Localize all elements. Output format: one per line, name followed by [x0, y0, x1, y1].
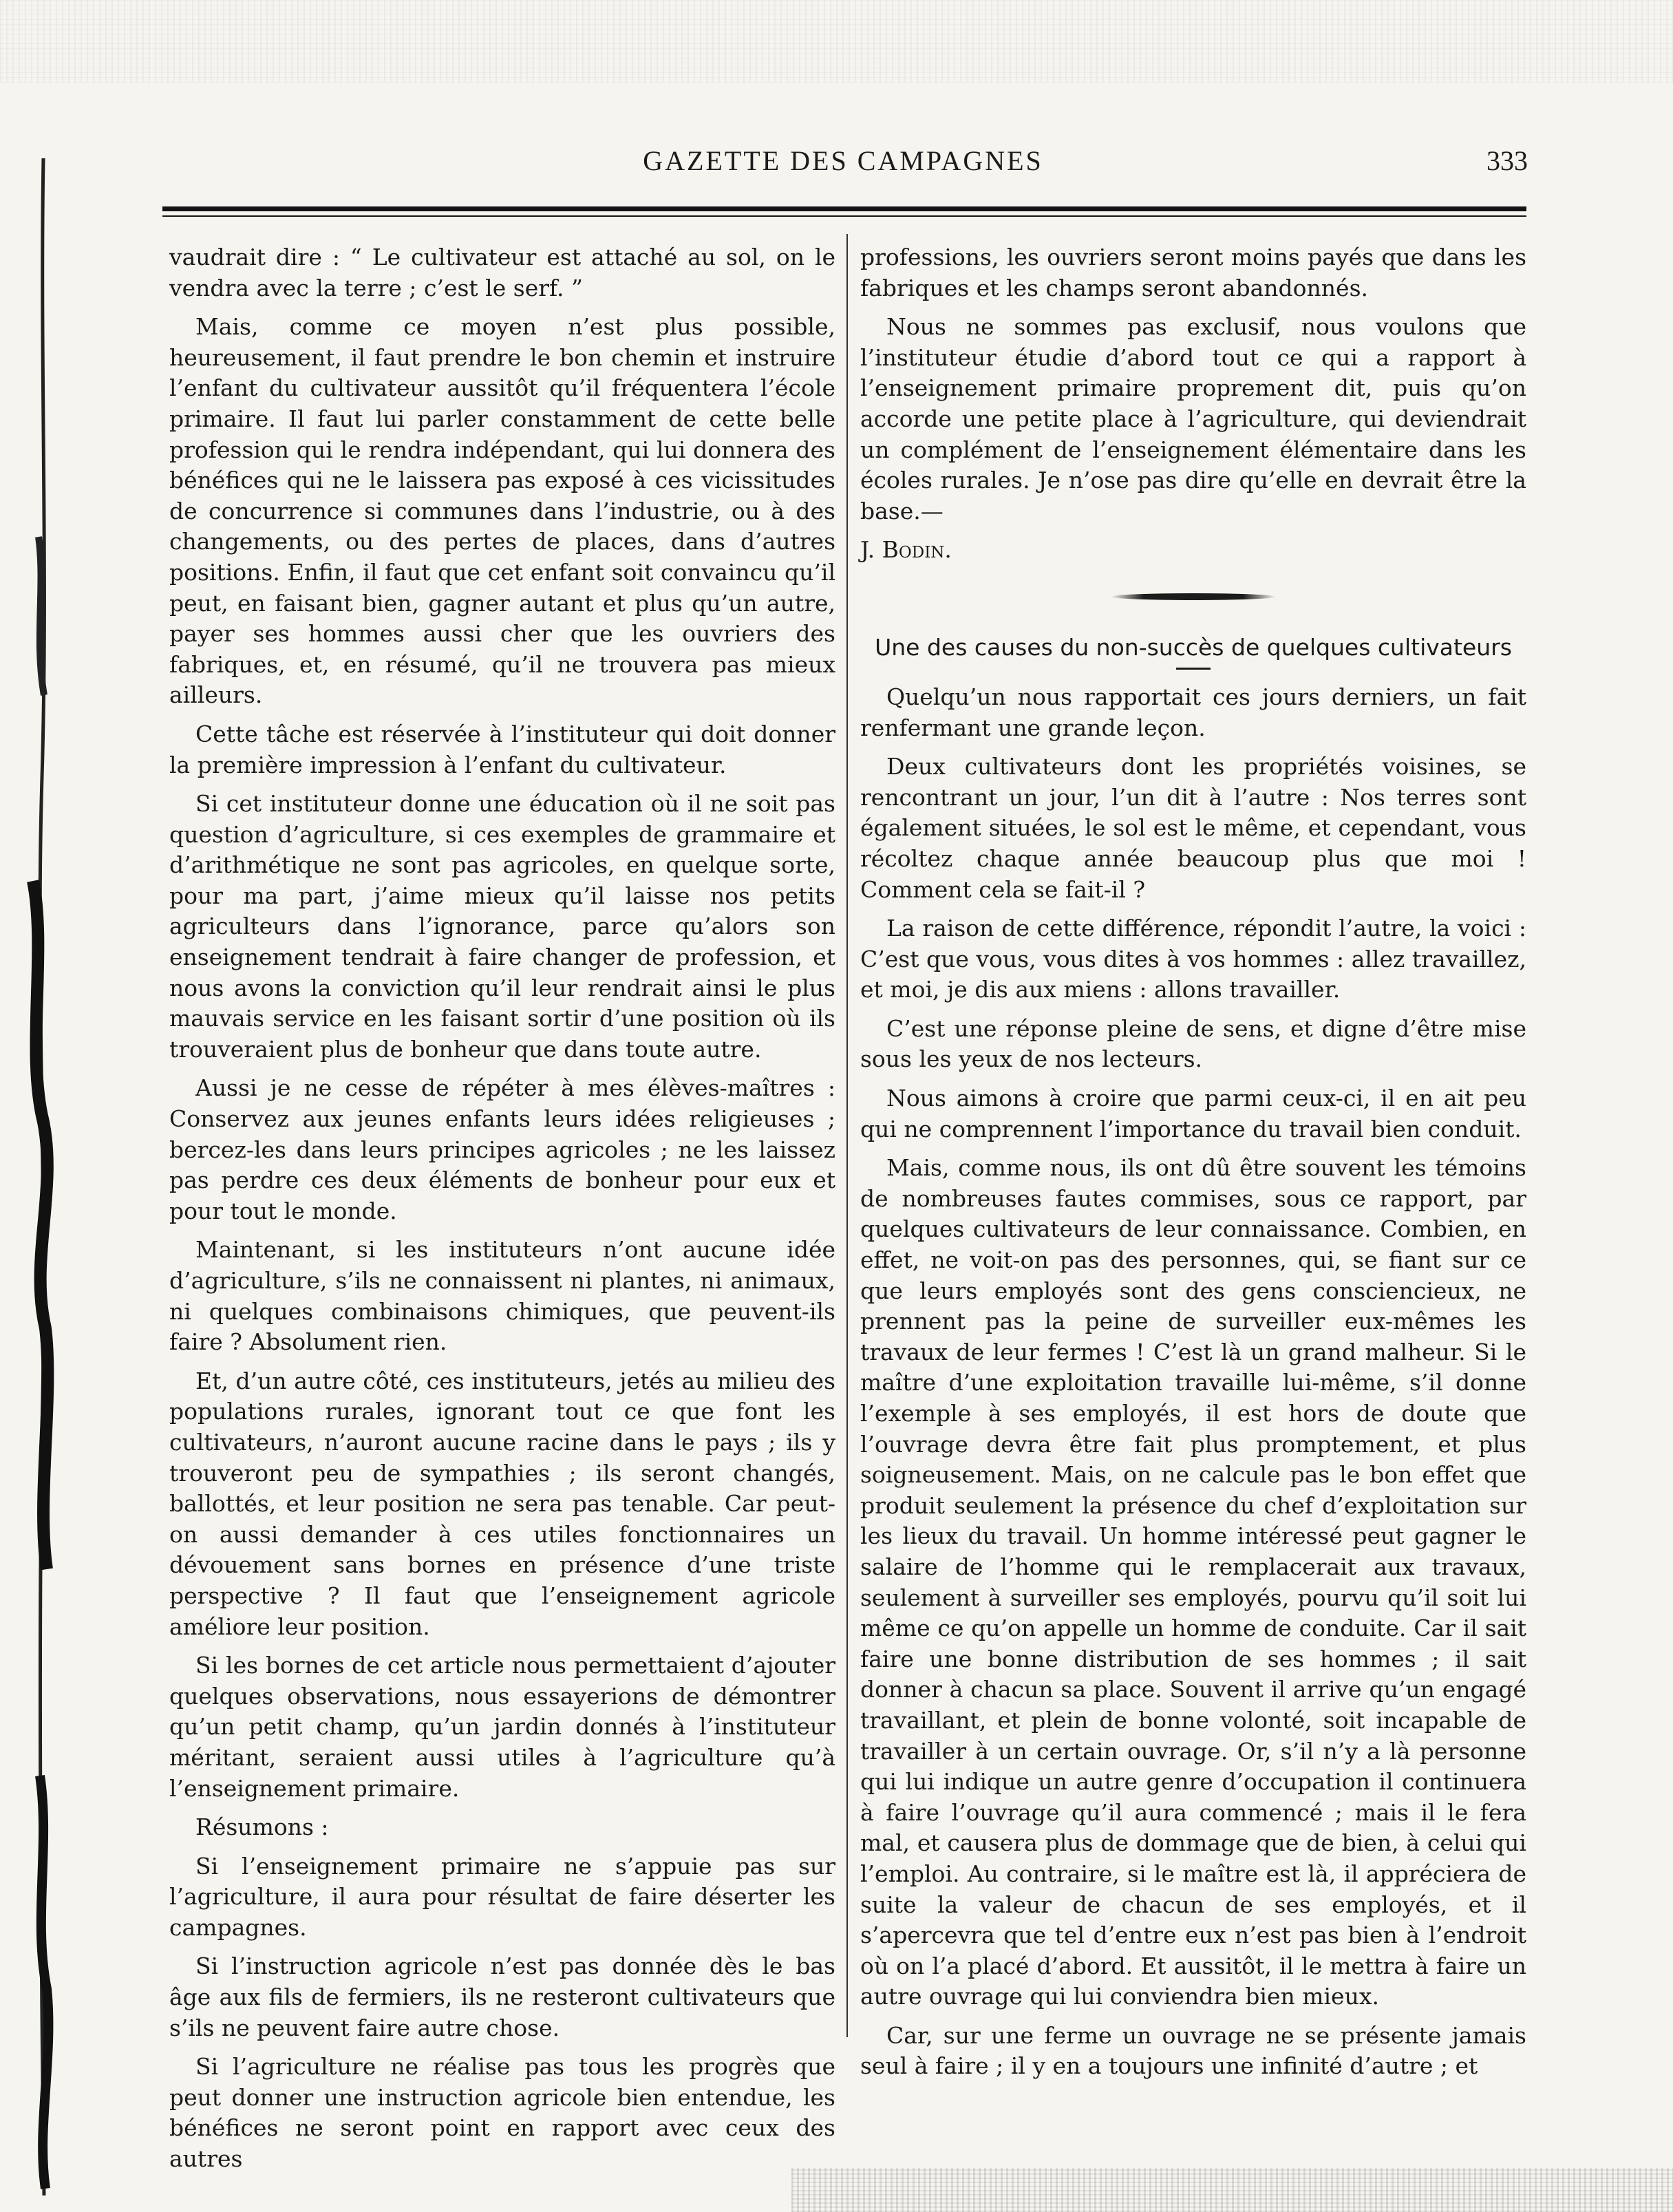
title-dash: [1176, 668, 1211, 670]
paragraph: Si l’agriculture ne réalise pas tous les progrès que peut donner une instruction agricole bien entendue, les bénéfices ne seront point en rapport avec ceux des autres: [169, 2053, 835, 2173]
paragraph: Si les bornes de cet article nous permettaient d’ajouter quelques observations, nous essayerions de démontrer qu’un petit champ, qu’un jardin donnés à l’instituteur méritant, seraient aussi utiles à l’agriculture qu’à l’enseignement primaire.: [169, 1652, 835, 1802]
right-column: [860, 242, 1526, 2090]
paragraph: Maintenant, si les instituteurs n’ont aucune idée d’agriculture, s’ils ne connaissent ni plantes, ni animaux, ni quelques combinaisons chimiques, que peuvent-ils faire ? Absolument rien.: [169, 1236, 835, 1356]
paragraph: Deux cultivateurs dont les propriétés voisines, se rencontrant un jour, l’un dit à l’autre : Nos terres sont également situées, le sol est le même, et cependant, vous récoltez chaque année beaucoup plus que moi ! Comment cela se fait-il ?: [860, 753, 1526, 903]
paragraph: La raison de cette différence, répondit l’autre, la voici : C’est que vous, vous dites à vos hommes : allez travaillez, et moi, je dis aux miens : allons travailler.: [860, 915, 1526, 1003]
section-divider-ornament: [1111, 593, 1276, 600]
paragraph: Si l’enseignement primaire ne s’appuie pas sur l’agriculture, il aura pour résultat de faire déserter les campagnes.: [169, 1852, 835, 1941]
paragraph: Quelqu’un nous rapportait ces jours derniers, un fait renfermant une grande leçon.: [860, 683, 1526, 741]
left-column: [169, 242, 835, 2183]
paragraph: Nous ne sommes pas exclusif, nous voulons que l’instituteur étudie d’abord tout ce qui a rapport à l’enseignement primaire proprement dit, puis qu’on accorde une petite place à l’agriculture, qui deviendrait un complément de l’enseignement élémentaire dans les écoles rurales. Je n’ose pas dire qu’elle en devrait être la base.—: [860, 313, 1526, 524]
paragraph: Et, d’un autre côté, ces instituteurs, jetés au milieu des populations rurales, ignorant tout ce que font les cultivateurs, n’auront aucune racine dans le pays ; ils y trouveront peu de sympathies ; ils seront changés, ballottés, et leur position ne sera pas tenable. Car peut-on aussi demander à ces utiles fonctionnaires un dévouement sans bornes en présence d’une triste perspective ? Il faut que l’enseignement agricole améliore leur position.: [169, 1367, 835, 1640]
column-divider: [846, 234, 848, 2037]
paragraph: Mais, comme nous, ils ont dû être souvent les témoins de nombreuses fautes commises, sous ce rapport, par quelques cultivateurs de leur connaissance. Combien, en effet, ne voit-on pas des personnes, qui, se fiant sur ce que leurs employés sont des gens consciencieux, ne prennent pas la peine de surveiller eux-mêmes les travaux de leur fermes ! C’est là un grand malheur. Si le maître d’une exploitation travaille lui-même, s’il donne l’exemple à ses employés, il est hors de doute que l’ouvrage devra être fait plus promptement, et plus soigneusement. Mais, on ne calcule pas le bon effet que produit seulement la présence du chef d’exploitation sur les lieux du travail. Un homme intéressé peut gagner le salaire de l’homme qui le remplacerait aux travaux, seulement à surveiller ses employés, pourvu qu’il soit lui même ce qu’on appelle un homme de conduite. Car il sait faire une bonne distribution de ses hommes ; il sait donner à chacun sa place. Souvent il arrive qu’un engagé travaillant, et plein de bonne volonté, soit incapable de travailler à un certain ouvrage. Or, s’il n’y a là personne qui lui indique un autre genre d’occupation il continuera à faire l’ouvrage qu’il aura commencé ; mais il le fera mal, et causera plus de dommage que de bien, à celui qui l’emploi. Au contraire, si le maître est là, il appréciera de suite la valeur de chacun de ses employés, et il s’apercevra que tel d’entre eux n’est pas bien à l’endroit où on l’a placé d’abord. Et aussitôt, il le mettra à faire un autre ouvrage qui lui conviendra bien mieux.: [860, 1154, 1526, 2010]
newspaper-title: GAZETTE DES CAMPAGNES: [643, 145, 1043, 176]
scan-noise-top: [0, 0, 1673, 83]
paragraph: Si l’instruction agricole n’est pas donnée dès le bas âge aux fils de fermiers, ils ne resteront cultivateurs que s’ils ne peuvent faire autre chose.: [169, 1953, 835, 2041]
page-header: [158, 145, 1528, 193]
paragraph: Car, sur une ferme un ouvrage ne se présente jamais seul à faire ; il y en a toujours une infinité d’autre ; et: [860, 2021, 1526, 2080]
header-rule-thin: [162, 215, 1526, 217]
binding-edge: [19, 158, 67, 2195]
scan-noise-bottom: [791, 2168, 1673, 2212]
page-number: 333: [1486, 145, 1528, 176]
paragraph: Nous aimons à croire que parmi ceux-ci, il en ait peu qui ne comprennent l’importance du travail bien conduit.: [860, 1085, 1526, 1142]
header-rule-thick: [162, 206, 1526, 211]
paragraph: Cette tâche est réservée à l’instituteur qui doit donner la première impression à l’enfant du cultivateur.: [169, 720, 835, 778]
paragraph: vaudrait dire : “ Le cultivateur est attaché au sol, on le vendra avec la terre ; c’est le serf. ”: [169, 244, 835, 301]
paragraph: professions, les ouvriers seront moins payés que dans les fabriques et les champs seront abandonnés.: [860, 244, 1526, 301]
paragraph: C’est une réponse pleine de sens, et digne d’être mise sous les yeux de nos lecteurs.: [860, 1014, 1526, 1073]
paragraph: Aussi je ne cesse de répéter à mes élèves-maîtres : Conservez aux jeunes enfants leurs idées religieuses ; bercez-les dans leurs principes agricoles ; ne les laissez pas perdre ces deux éléments de bonheur pour eux et pour tout le monde.: [169, 1074, 835, 1224]
paragraph: Si cet instituteur donne une éducation où il ne soit pas question d’agriculture, si ces exemples de grammaire et d’arithmétique ne sont pas agricoles, en quelque sorte, pour ma part, j’aime mieux qu’il laisse nos petits agriculteurs dans l’ignorance, parce qu’alors son enseignement tendrait à faire changer de profession, et nous avons la conviction qu’il leur rendrait ainsi le plus mauvais service en les faisant sortir d’une position où ils trouveraient plus de bonheur que dans toute autre.: [169, 790, 835, 1063]
author-signature: J. Bodin.: [860, 536, 952, 564]
paragraph: Mais, comme ce moyen n’est plus possible, heureusement, il faut prendre le bon chemin et instruire l’enfant du cultivateur aussitôt qu’il fréquentera l’école primaire. Il faut lui parler constamment de cette belle profession qui le rendra indépendant, qui lui donnera des bénéfices qui ne le laissera pas exposé à ces vicissitudes de concurrence si communes dans l’industrie, ou à des changements, ou des pertes de places, dans d’autres positions. Enfin, il faut que cet enfant soit convaincu qu’il peut, en faisant bien, gagner autant et plus qu’un autre, payer ses hommes aussi cher que les ouvriers des fabriques, et, en résumé, qu’il ne trouvera pas mieux ailleurs.: [169, 313, 835, 709]
paragraph-heading-resumons: Résumons :: [195, 1814, 329, 1841]
article-title: Une des causes du non-succès de quelques cultivateurs: [875, 633, 1512, 661]
